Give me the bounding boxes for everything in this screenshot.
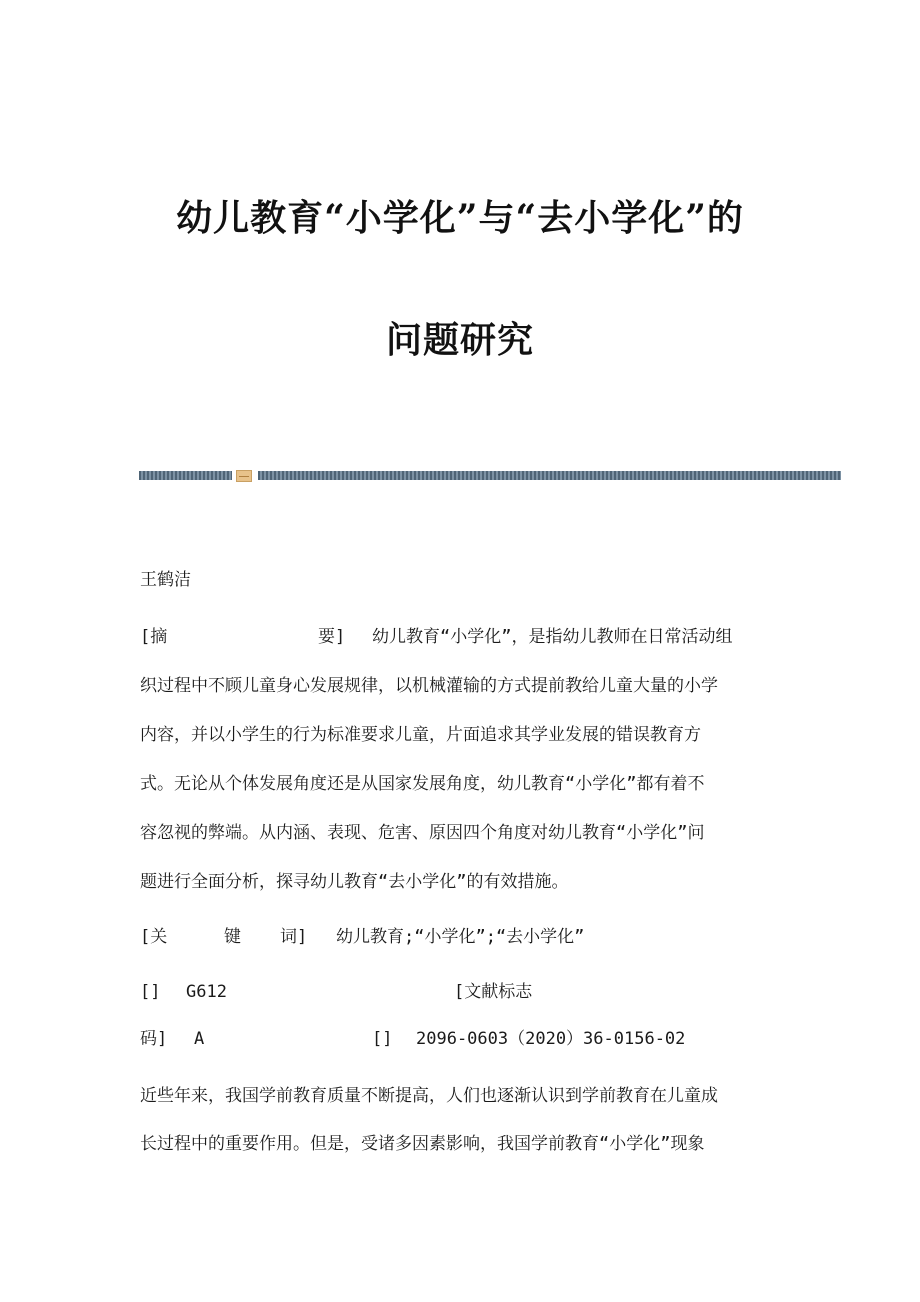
abstract-label-close: 要]: [318, 627, 346, 647]
body-line: 近些年来，我国学前教育质量不断提高，人们也逐渐认识到学前教育在儿童成: [140, 1086, 718, 1106]
keywords-value: 幼儿教育;“小学化”;“去小学化”: [336, 927, 585, 947]
doc-code: A: [194, 1029, 205, 1049]
keywords-label-3: 词]: [280, 927, 308, 947]
keywords-label-2: 键: [224, 927, 241, 947]
envelope-icon: [236, 470, 252, 482]
abstract-label-open: [摘: [140, 627, 168, 647]
decorative-rule-right: [258, 471, 841, 480]
abstract-line: 式。无论从个体发展角度还是从国家发展角度，幼儿教育“小学化”都有着不: [140, 774, 705, 794]
abstract-line: 容忽视的弊端。从内涵、表现、危害、原因四个角度对幼儿教育“小学化”问: [140, 823, 705, 843]
abstract-line: 织过程中不顾儿童身心发展规律，以机械灌输的方式提前教给儿童大量的小学: [140, 676, 718, 696]
keywords-label-1: [关: [140, 927, 168, 947]
author-name: 王鹤洁: [140, 570, 191, 590]
title-line-2: 问题研究: [385, 319, 534, 361]
abstract-line: 内容，并以小学生的行为标准要求儿童，片面追求其学业发展的错误教育方: [140, 725, 701, 745]
doc-label-part1: [文献标志: [454, 982, 533, 1002]
title-line-1: 幼儿教育“小学化”与“去小学化”的: [176, 197, 744, 239]
decorative-rule-left: [139, 471, 232, 480]
doc-label-part2: 码]: [140, 1029, 168, 1049]
article-number: 2096-0603（2020）36-0156-02: [416, 1029, 686, 1049]
abstract-line: 幼儿教育“小学化”，是指幼儿教师在日常活动组: [372, 627, 733, 647]
classification-bracket: []: [140, 982, 161, 1002]
body-line: 长过程中的重要作用。但是，受诸多因素影响，我国学前教育“小学化”现象: [140, 1134, 705, 1154]
classification-code: G612: [186, 982, 227, 1002]
abstract-line: 题进行全面分析，探寻幼儿教育“去小学化”的有效措施。: [140, 872, 569, 892]
article-bracket: []: [372, 1029, 393, 1049]
